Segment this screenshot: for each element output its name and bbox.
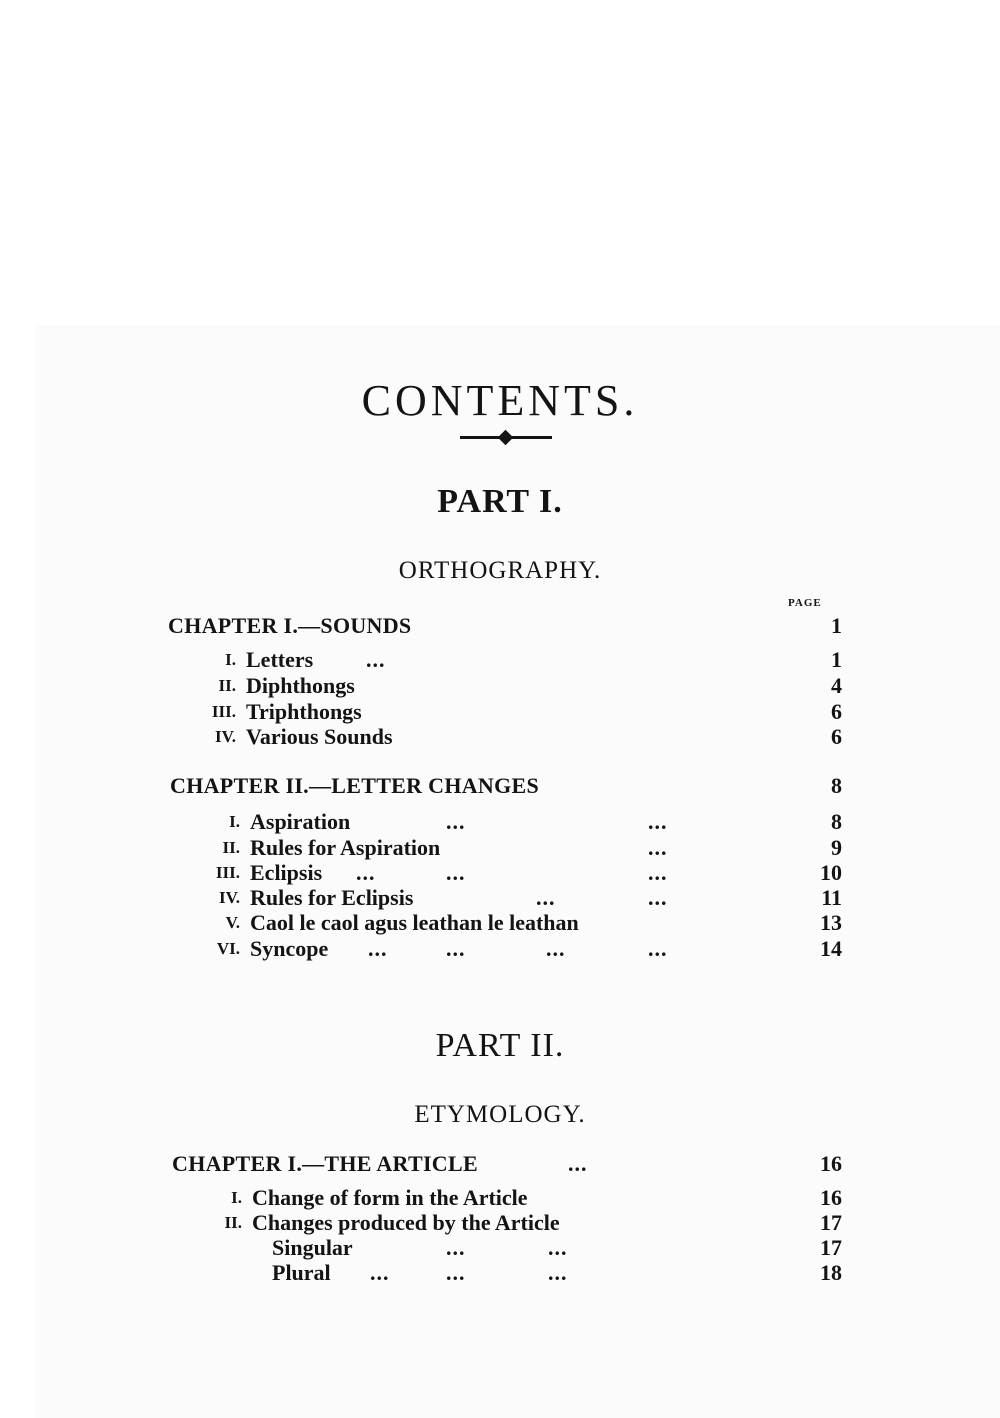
dot-leader: ... xyxy=(446,936,466,961)
dot-leader: ... xyxy=(446,1260,466,1285)
page-number: 6 xyxy=(831,724,842,749)
toc-chapter-row[interactable] xyxy=(0,773,1000,799)
page-number: 1 xyxy=(831,613,842,638)
dot-leader: ... xyxy=(446,809,466,834)
chapter-title: CHAPTER I.—SOUNDS xyxy=(168,613,412,638)
item-numeral: III. xyxy=(211,702,236,721)
toc-item-row[interactable] xyxy=(0,835,1000,861)
dot-leader: ... xyxy=(366,647,386,672)
item-title: Change of form in the Article xyxy=(252,1185,528,1210)
dot-leader: ... xyxy=(536,885,556,910)
chapter-title: CHAPTER II.—LETTER CHANGES xyxy=(170,773,540,798)
item-title: Letters xyxy=(246,647,314,672)
item-numeral: II. xyxy=(222,838,240,857)
item-title: Eclipsis xyxy=(250,860,323,885)
item-title: Triphthongs xyxy=(246,699,362,724)
dot-leader: ... xyxy=(648,936,668,961)
toc-item-row[interactable] xyxy=(0,910,1000,936)
toc-item-row[interactable] xyxy=(0,724,1000,750)
page-number: 16 xyxy=(820,1185,842,1210)
toc-item-row[interactable] xyxy=(0,1235,1000,1261)
dot-leader: ... xyxy=(546,936,566,961)
toc-item-row[interactable] xyxy=(0,1260,1000,1286)
page-number: 17 xyxy=(820,1210,842,1235)
chapter-title: CHAPTER I.—THE ARTICLE xyxy=(172,1151,478,1176)
item-title: Rules for Aspiration xyxy=(250,835,441,860)
toc-item-row[interactable] xyxy=(0,809,1000,835)
toc-item-row[interactable] xyxy=(0,1185,1000,1211)
item-title: Rules for Eclipsis xyxy=(250,885,414,910)
page-number: 10 xyxy=(820,860,842,885)
page-number: 6 xyxy=(831,699,842,724)
toc-chapter-row[interactable] xyxy=(0,1151,1000,1177)
page-number: 8 xyxy=(831,809,842,834)
item-numeral: I. xyxy=(231,1188,242,1207)
dot-leader: ... xyxy=(648,860,668,885)
dot-leader: ... xyxy=(648,835,668,860)
page-number: 8 xyxy=(831,773,842,798)
page-number: 11 xyxy=(821,885,842,910)
page-number: 17 xyxy=(820,1235,842,1260)
dot-leader: ... xyxy=(648,885,668,910)
toc-item-row[interactable] xyxy=(0,647,1000,673)
toc-chapter-row[interactable] xyxy=(0,613,1000,639)
page-column-label: PAGE xyxy=(788,597,822,609)
item-title: Singular xyxy=(272,1235,353,1260)
part-2-heading: PART II. xyxy=(435,1027,565,1064)
item-numeral: IV. xyxy=(219,888,240,907)
dot-leader: ... xyxy=(356,860,376,885)
dot-leader: ... xyxy=(446,1235,466,1260)
toc-item-row[interactable] xyxy=(0,860,1000,886)
dot-leader: ... xyxy=(568,1151,588,1176)
item-numeral: I. xyxy=(229,812,240,831)
page-number: 16 xyxy=(820,1151,842,1176)
page-number: 9 xyxy=(831,835,842,860)
dot-leader: ... xyxy=(548,1235,568,1260)
item-title: Plural xyxy=(272,1260,331,1285)
item-title: Syncope xyxy=(250,936,329,961)
item-numeral: II. xyxy=(218,676,236,695)
page-number: 18 xyxy=(820,1260,842,1285)
page-number: 1 xyxy=(831,647,842,672)
item-title: Changes produced by the Article xyxy=(252,1210,560,1235)
item-numeral: III. xyxy=(215,863,240,882)
dot-leader: ... xyxy=(370,1260,390,1285)
item-numeral: VI. xyxy=(216,939,240,958)
toc-item-row[interactable] xyxy=(0,1210,1000,1236)
item-numeral: I. xyxy=(225,650,236,669)
part-1-heading: PART I. xyxy=(437,483,563,520)
item-title: Aspiration xyxy=(250,809,351,834)
dot-leader: ... xyxy=(368,936,388,961)
item-title: Various Sounds xyxy=(246,724,393,749)
contents-title: CONTENTS. xyxy=(361,376,639,426)
item-numeral: V. xyxy=(225,913,240,932)
dot-leader: ... xyxy=(446,860,466,885)
item-title: Caol le caol agus leathan le leathan xyxy=(250,910,579,935)
toc-item-row[interactable] xyxy=(0,673,1000,699)
page-number: 14 xyxy=(820,936,842,961)
item-numeral: IV. xyxy=(215,727,236,746)
toc-item-row[interactable] xyxy=(0,936,1000,962)
toc-item-row[interactable] xyxy=(0,885,1000,911)
toc-item-row[interactable] xyxy=(0,699,1000,725)
item-numeral: II. xyxy=(224,1213,242,1232)
part-2-section-heading: ETYMOLOGY. xyxy=(414,1101,586,1128)
dot-leader: ... xyxy=(548,1260,568,1285)
page-number: 4 xyxy=(831,673,842,698)
item-title: Diphthongs xyxy=(246,673,355,698)
page-number: 13 xyxy=(820,910,842,935)
dot-leader: ... xyxy=(648,809,668,834)
part-1-section-heading: ORTHOGRAPHY. xyxy=(398,557,602,584)
